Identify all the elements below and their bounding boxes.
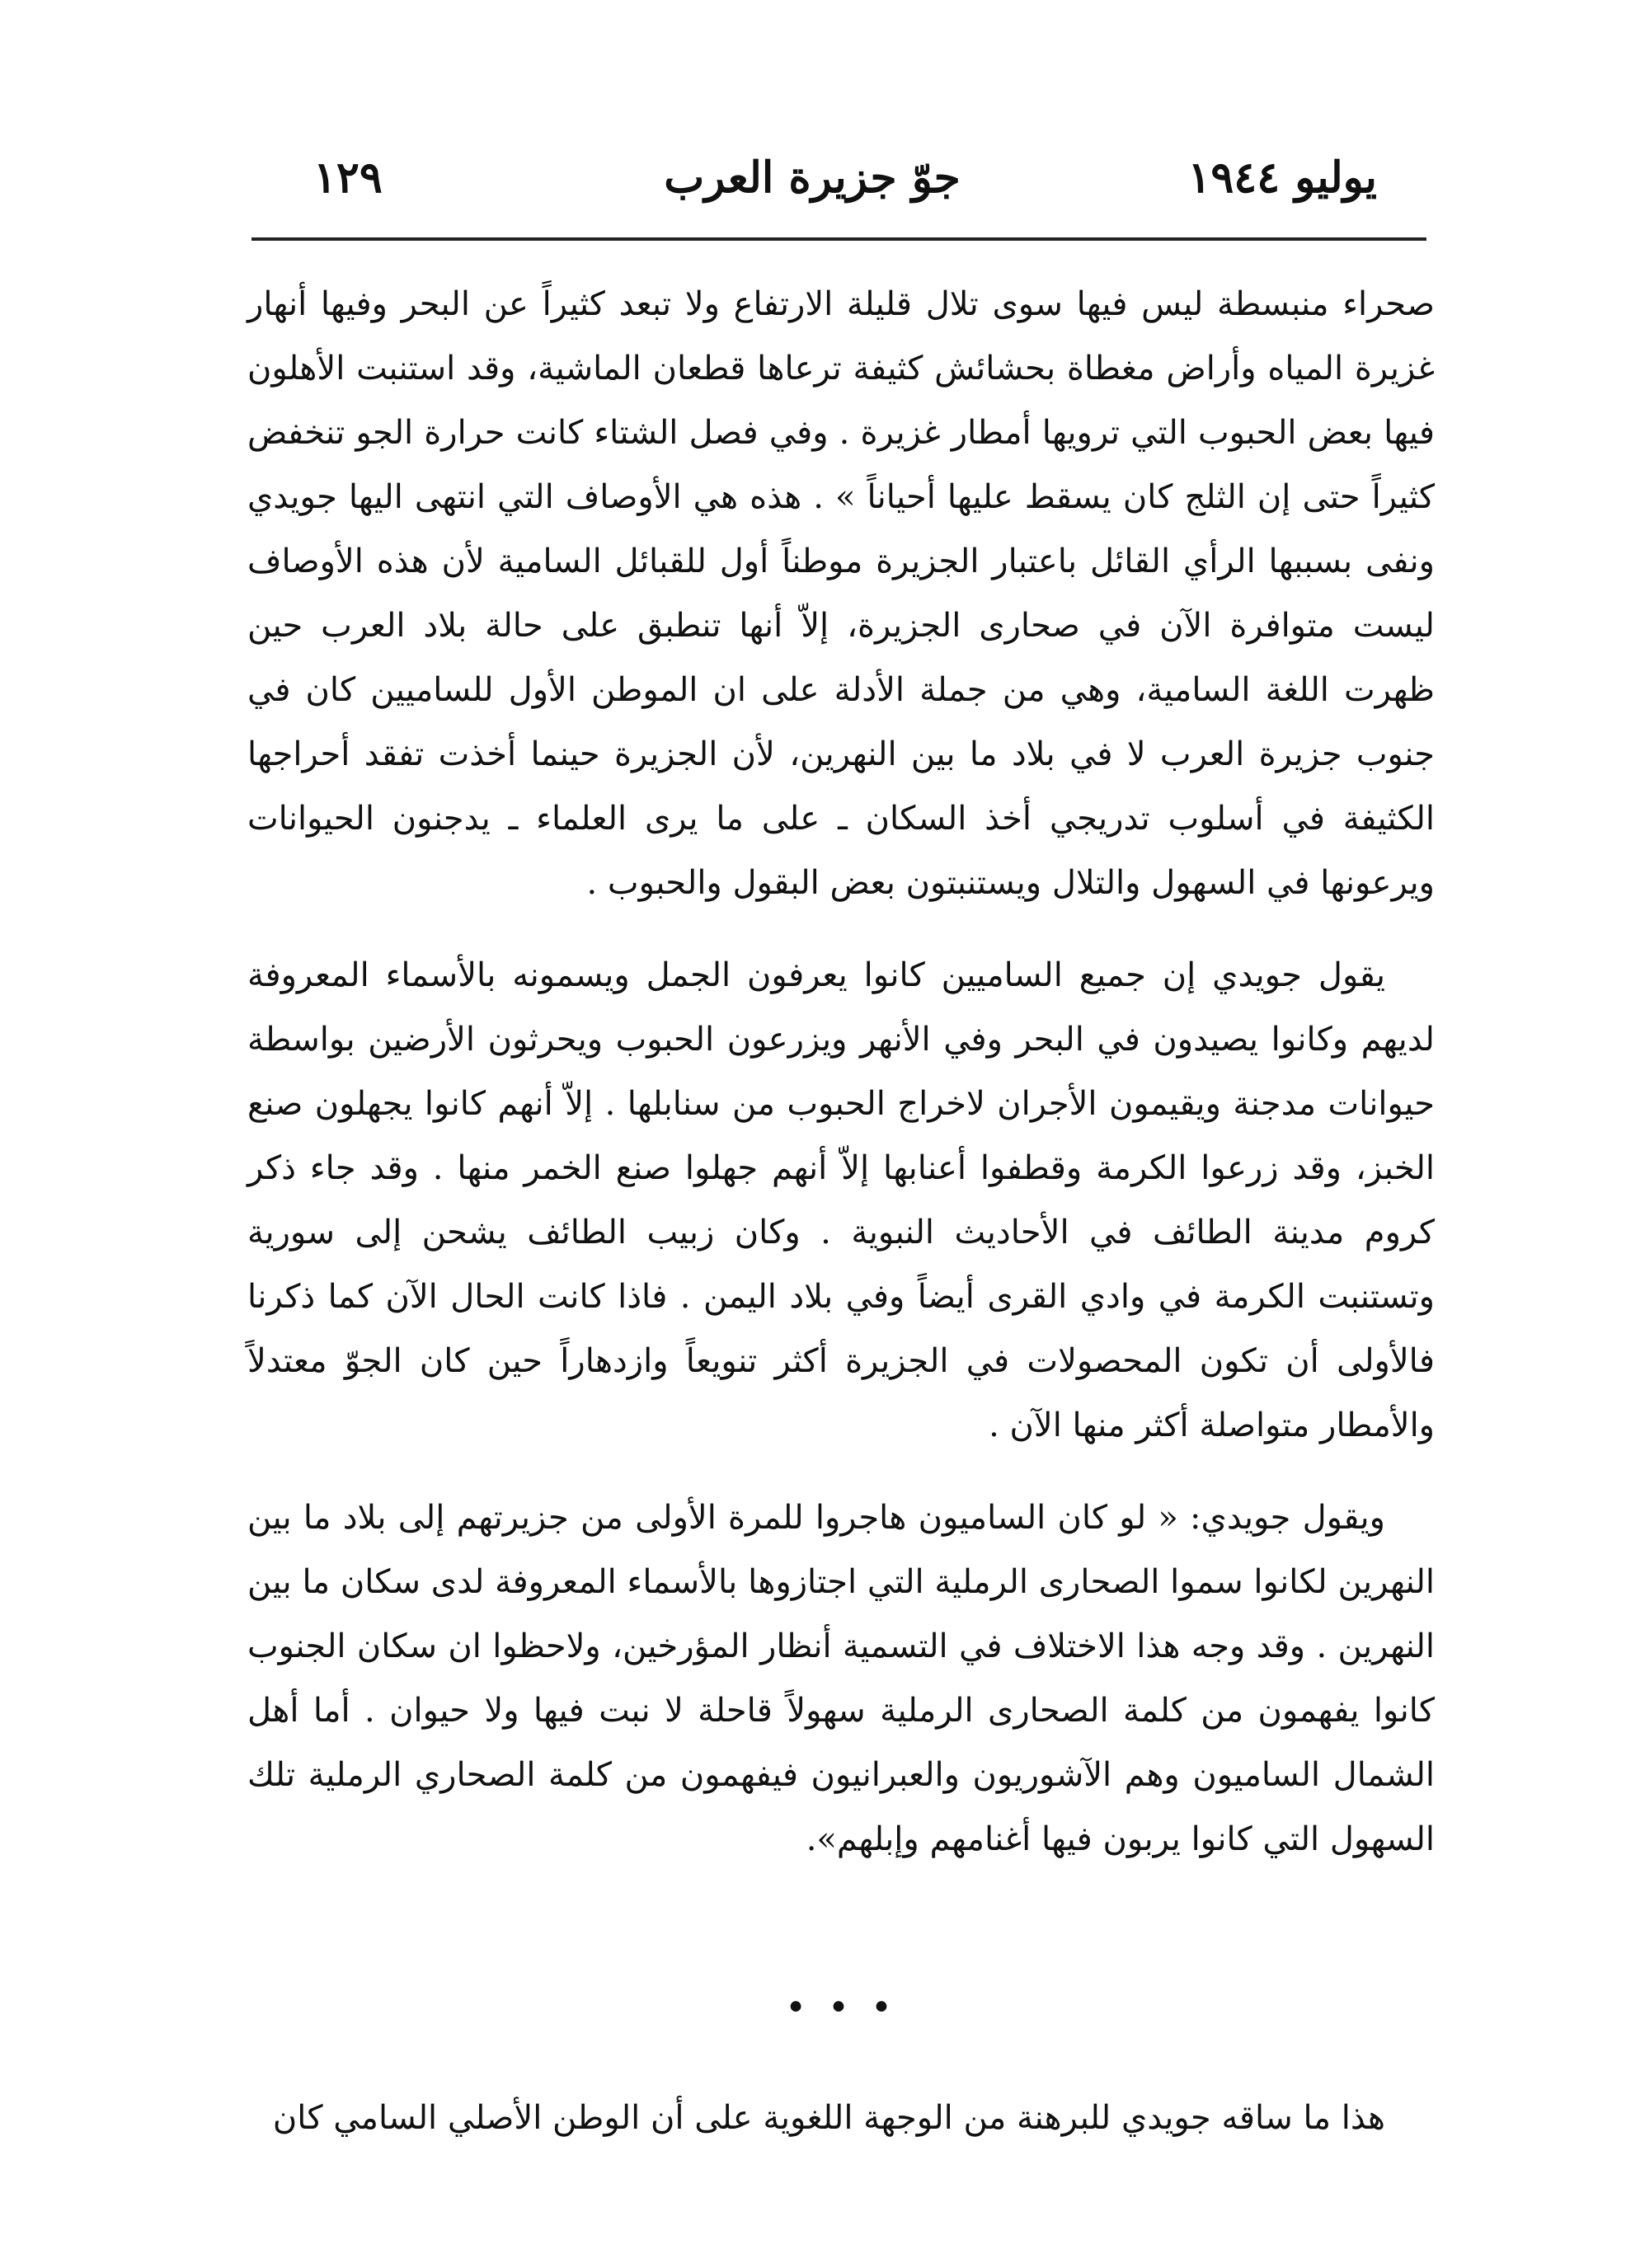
running-header [247, 144, 1377, 235]
header-rule [251, 237, 1426, 241]
paragraph-3: ويقول جويدي: « لو كان الساميون هاجروا للمرة الأولى من جزيرتهم إلى بلاد ما بين النهرين لكانوا سموا الصحارى الرملية التي اجتازوها بالأسماء المعروفة لدى سكان ما بين النهرين . وقد وجه هذا الاختلاف في التسمية أنظار المؤرخين، ولاحظوا ان سكان الجنوب كانوا يفهمون من كلمة الصحارى الرملية سهولاً قاحلة لا نبت فيها ولا حيوان . أما أهل الشمال الساميون وهم الآشوريون والعبرانيون فيفهمون من كلمة الصحاري الرملية تلك السهول التي كانوا يربون فيها أغنامهم وإبلهم». [247, 1499, 1435, 1858]
paragraph-1: صحراء منبسطة ليس فيها سوى تلال قليلة الارتفاع ولا تبعد كثيراً عن البحر وفيها أنهار غزيرة المياه وأراض مغطاة بحشائش كثيفة ترعاها قطعان الماشية، وقد استنبت الأهلون فيها بعض الحبوب التي ترويها أمطار غزيرة . وفي فصل الشتاء كانت حرارة الجو تنخفض كثيراً حتى إن الثلج كان يسقط عليها أحياناً » . هذه هي الأوصاف التي انتهى اليها جويدي ونفى بسببها الرأي القائل باعتبار الجزيرة موطناً أول للقبائل السامية لأن هذه الأوصاف ليست متوافرة الآن في صحارى الجزيرة، إلاّ أنها تنطبق على حالة بلاد العرب حين ظهرت اللغة السامية، وهي من جملة الأدلة على ان الموطن الأول للساميين كان في جنوب جزيرة العرب لا في بلاد ما بين النهرين، لأن الجزيرة حينما أخذت تفقد أحراجها الكثيفة في أسلوب تدريجي أخذ السكان ـ على ما يرى العلماء ـ يدجنون الحيوانات ويرعونها في السهول والتلال ويستنبتون بعض البقول والحبوب . [247, 285, 1436, 902]
paragraph-2: يقول جويدي إن جميع الساميين كانوا يعرفون الجمل ويسمونه بالأسماء المعروفة لديهم وكانوا يصيدون في البحر وفي الأنهر ويزرعون الحبوب ويحرثون الأرضين بواسطة حيوانات مدجنة ويقيمون الأجران لاخراج الحبوب من سنابلها . إلاّ أنهم كانوا يجهلون صنع الخبز، وقد زرعوا الكرمة وقطفوا أعنابها إلاّ أنهم جهلوا صنع الخمر منها . وقد جاء ذكر كروم مدينة الطائف في الأحاديث النبوية . وكان زبيب الطائف يشحن إلى سورية وتستنبت الكرمة في وادي القرى أيضاً وفي بلاد اليمن . فاذا كانت الحال الآن كما ذكرنا فالأولى أن تكون المحصولات في الجزيرة أكثر تنويعاً وازدهاراً حين كان الجوّ معتدلاً والأمطار متواصلة أكثر منها الآن . [247, 956, 1435, 1444]
body-text [247, 272, 1435, 1871]
paragraph-4: هذا ما ساقه جويدي للبرهنة من الوجهة اللغوية على أن الوطن الأصلي السامي كان [272, 2099, 1385, 2137]
header-date: يوليو ١٩٤٤ [1187, 153, 1377, 203]
page-number: ١٢٩ [313, 153, 383, 203]
header-title: جوّ جزيرة العرب [664, 153, 961, 203]
section-separator: • • • [785, 1987, 897, 2029]
